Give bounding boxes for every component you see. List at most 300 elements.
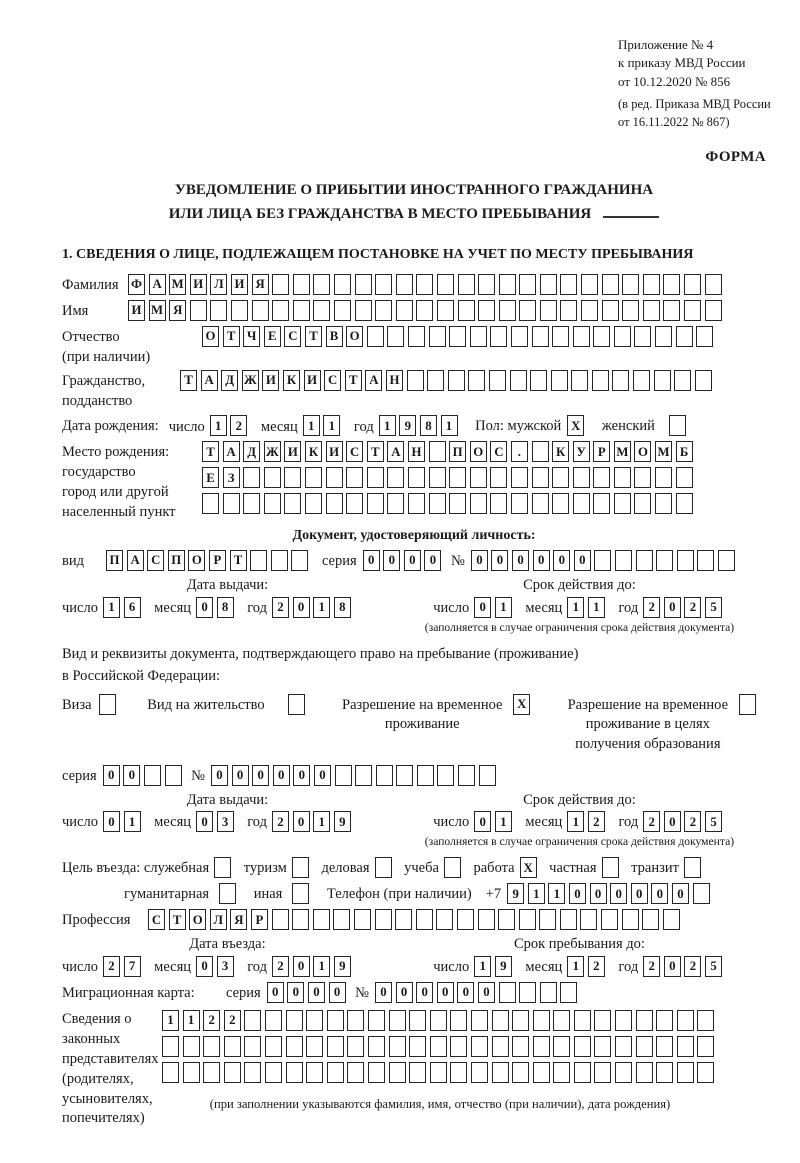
char-box[interactable]: 2 [643, 956, 660, 977]
char-box[interactable] [614, 467, 631, 488]
representatives-boxes-row1[interactable] [162, 1010, 718, 1031]
purpose-work-checkbox[interactable] [520, 857, 541, 878]
char-box[interactable]: 0 [267, 982, 284, 1003]
char-box[interactable]: П [106, 550, 123, 571]
checkbox-box[interactable] [602, 857, 619, 878]
char-box[interactable] [593, 467, 610, 488]
checkbox-box[interactable] [288, 694, 305, 715]
char-box[interactable]: . [511, 441, 528, 462]
char-box[interactable] [674, 370, 691, 391]
char-box[interactable]: Ж [242, 370, 259, 391]
permit-issue-month-boxes[interactable] [196, 811, 237, 832]
char-box[interactable]: 0 [308, 982, 325, 1003]
char-box[interactable] [499, 300, 516, 321]
char-box[interactable]: Р [251, 909, 268, 930]
char-box[interactable] [490, 493, 507, 514]
char-box[interactable] [429, 326, 446, 347]
char-box[interactable] [718, 550, 735, 571]
char-box[interactable] [354, 909, 371, 930]
temp-permit-edu-checkbox[interactable] [739, 694, 760, 715]
char-box[interactable]: Т [305, 326, 322, 347]
char-box[interactable] [416, 300, 433, 321]
char-box[interactable]: 2 [203, 1010, 220, 1031]
char-box[interactable] [183, 1062, 200, 1083]
char-box[interactable] [355, 274, 372, 295]
char-box[interactable] [634, 493, 651, 514]
surname-boxes[interactable] [128, 274, 725, 295]
char-box[interactable] [449, 493, 466, 514]
migcard-series-boxes[interactable] [267, 982, 349, 1003]
char-box[interactable]: 0 [293, 956, 310, 977]
char-box[interactable] [231, 300, 248, 321]
char-box[interactable] [634, 467, 651, 488]
sex-male-checkbox[interactable] [567, 415, 588, 436]
char-box[interactable] [615, 550, 632, 571]
char-box[interactable] [636, 1010, 653, 1031]
char-box[interactable]: Т [367, 441, 384, 462]
char-box[interactable] [602, 300, 619, 321]
char-box[interactable] [612, 370, 629, 391]
char-box[interactable] [389, 1036, 406, 1057]
phone-boxes[interactable] [507, 883, 713, 904]
char-box[interactable] [326, 493, 343, 514]
char-box[interactable] [470, 467, 487, 488]
citizenship-boxes[interactable] [180, 370, 715, 391]
doc-issue-month-boxes[interactable] [196, 597, 237, 618]
char-box[interactable]: Б [676, 441, 693, 462]
char-box[interactable]: Ч [243, 326, 260, 347]
stay-month-boxes[interactable] [567, 956, 608, 977]
char-box[interactable]: Ф [128, 274, 145, 295]
char-box[interactable] [643, 274, 660, 295]
char-box[interactable]: 1 [323, 415, 340, 436]
char-box[interactable]: М [655, 441, 672, 462]
char-box[interactable] [636, 1062, 653, 1083]
char-box[interactable]: К [283, 370, 300, 391]
char-box[interactable]: 0 [457, 982, 474, 1003]
char-box[interactable] [305, 467, 322, 488]
char-box[interactable] [448, 370, 465, 391]
char-box[interactable]: 0 [437, 982, 454, 1003]
char-box[interactable]: 9 [507, 883, 524, 904]
checkbox-box[interactable]: X [513, 694, 530, 715]
char-box[interactable] [244, 1062, 261, 1083]
char-box[interactable]: И [326, 441, 343, 462]
char-box[interactable]: С [284, 326, 301, 347]
char-box[interactable]: 0 [664, 597, 681, 618]
checkbox-box[interactable] [219, 883, 236, 904]
char-box[interactable]: С [324, 370, 341, 391]
visa-checkbox[interactable] [99, 694, 120, 715]
char-box[interactable] [677, 1036, 694, 1057]
char-box[interactable] [272, 274, 289, 295]
char-box[interactable] [468, 370, 485, 391]
checkbox-box[interactable] [292, 857, 309, 878]
char-box[interactable] [396, 765, 413, 786]
char-box[interactable] [655, 326, 672, 347]
char-box[interactable]: 1 [313, 956, 330, 977]
char-box[interactable]: О [634, 441, 651, 462]
char-box[interactable] [580, 909, 597, 930]
char-box[interactable] [540, 274, 557, 295]
char-box[interactable]: 2 [684, 597, 701, 618]
char-box[interactable] [573, 493, 590, 514]
purpose-business-checkbox[interactable] [375, 857, 396, 878]
char-box[interactable] [430, 1036, 447, 1057]
char-box[interactable] [697, 1036, 714, 1057]
char-box[interactable]: 0 [196, 597, 213, 618]
char-box[interactable]: П [168, 550, 185, 571]
char-box[interactable] [408, 326, 425, 347]
char-box[interactable] [684, 300, 701, 321]
char-box[interactable]: 1 [210, 415, 227, 436]
char-box[interactable]: А [127, 550, 144, 571]
temp-permit-checkbox[interactable] [513, 694, 534, 715]
representatives-boxes-row2[interactable] [162, 1036, 718, 1057]
char-box[interactable]: 0 [273, 765, 290, 786]
char-box[interactable] [387, 493, 404, 514]
char-box[interactable] [252, 300, 269, 321]
char-box[interactable] [333, 909, 350, 930]
char-box[interactable] [533, 1010, 550, 1031]
char-box[interactable] [190, 300, 207, 321]
char-box[interactable] [592, 370, 609, 391]
char-box[interactable]: 1 [474, 956, 491, 977]
char-box[interactable] [490, 326, 507, 347]
char-box[interactable] [429, 441, 446, 462]
char-box[interactable] [533, 1062, 550, 1083]
char-box[interactable] [574, 1062, 591, 1083]
char-box[interactable] [396, 300, 413, 321]
char-box[interactable] [552, 326, 569, 347]
char-box[interactable]: 0 [103, 765, 120, 786]
char-box[interactable] [272, 300, 289, 321]
char-box[interactable] [519, 909, 536, 930]
char-box[interactable] [519, 274, 536, 295]
char-box[interactable]: 0 [664, 811, 681, 832]
char-box[interactable] [540, 982, 557, 1003]
char-box[interactable] [533, 1036, 550, 1057]
char-box[interactable] [313, 909, 330, 930]
char-box[interactable] [601, 909, 618, 930]
char-box[interactable] [416, 274, 433, 295]
char-box[interactable] [347, 1062, 364, 1083]
char-box[interactable]: М [614, 441, 631, 462]
char-box[interactable] [499, 982, 516, 1003]
char-box[interactable] [436, 909, 453, 930]
char-box[interactable] [334, 274, 351, 295]
char-box[interactable] [347, 1010, 364, 1031]
checkbox-box[interactable] [99, 694, 116, 715]
char-box[interactable] [643, 300, 660, 321]
char-box[interactable]: Ж [264, 441, 281, 462]
char-box[interactable] [203, 1062, 220, 1083]
char-box[interactable] [656, 1062, 673, 1083]
char-box[interactable] [203, 1036, 220, 1057]
char-box[interactable] [551, 370, 568, 391]
char-box[interactable]: 9 [334, 811, 351, 832]
char-box[interactable] [532, 493, 549, 514]
char-box[interactable] [284, 493, 301, 514]
char-box[interactable] [327, 1062, 344, 1083]
char-box[interactable]: 0 [103, 811, 120, 832]
char-box[interactable] [622, 909, 639, 930]
char-box[interactable] [622, 300, 639, 321]
char-box[interactable] [530, 370, 547, 391]
purpose-humanitarian-checkbox[interactable] [219, 883, 240, 904]
char-box[interactable]: 0 [474, 811, 491, 832]
char-box[interactable] [306, 1010, 323, 1031]
char-box[interactable]: 2 [103, 956, 120, 977]
char-box[interactable] [347, 1036, 364, 1057]
char-box[interactable] [224, 1062, 241, 1083]
char-box[interactable] [574, 1010, 591, 1031]
char-box[interactable]: И [262, 370, 279, 391]
char-box[interactable]: 0 [211, 765, 228, 786]
char-box[interactable]: 0 [478, 982, 495, 1003]
char-box[interactable]: Л [210, 274, 227, 295]
char-box[interactable] [511, 326, 528, 347]
char-box[interactable]: 5 [705, 956, 722, 977]
char-box[interactable]: 0 [651, 883, 668, 904]
char-box[interactable] [407, 370, 424, 391]
char-box[interactable] [264, 467, 281, 488]
char-box[interactable] [375, 909, 392, 930]
char-box[interactable]: 0 [569, 883, 586, 904]
checkbox-box[interactable]: X [520, 857, 537, 878]
char-box[interactable] [498, 909, 515, 930]
stay-day-boxes[interactable] [474, 956, 515, 977]
patronymic-boxes[interactable] [202, 326, 717, 347]
char-box[interactable] [615, 1010, 632, 1031]
char-box[interactable] [271, 550, 288, 571]
char-box[interactable] [243, 467, 260, 488]
char-box[interactable]: 0 [574, 550, 591, 571]
char-box[interactable]: 0 [533, 550, 550, 571]
char-box[interactable] [602, 274, 619, 295]
char-box[interactable] [367, 493, 384, 514]
char-box[interactable] [470, 493, 487, 514]
char-box[interactable]: 0 [252, 765, 269, 786]
char-box[interactable]: 0 [293, 765, 310, 786]
char-box[interactable] [615, 1062, 632, 1083]
char-box[interactable]: 0 [329, 982, 346, 1003]
char-box[interactable] [519, 982, 536, 1003]
birth-year-boxes[interactable] [379, 415, 461, 436]
char-box[interactable] [346, 493, 363, 514]
char-box[interactable]: 1 [548, 883, 565, 904]
purpose-private-checkbox[interactable] [602, 857, 623, 878]
checkbox-box[interactable] [669, 415, 686, 436]
doc-valid-year-boxes[interactable] [643, 597, 725, 618]
char-box[interactable]: 0 [363, 550, 380, 571]
char-box[interactable] [614, 493, 631, 514]
char-box[interactable] [429, 467, 446, 488]
char-box[interactable]: У [573, 441, 590, 462]
char-box[interactable]: 9 [495, 956, 512, 977]
purpose-tourism-checkbox[interactable] [292, 857, 313, 878]
char-box[interactable] [355, 300, 372, 321]
profession-boxes[interactable] [148, 909, 683, 930]
checkbox-box[interactable] [684, 857, 701, 878]
char-box[interactable] [224, 1036, 241, 1057]
char-box[interactable] [457, 909, 474, 930]
permit-issue-year-boxes[interactable] [272, 811, 354, 832]
char-box[interactable]: 1 [567, 597, 584, 618]
char-box[interactable] [574, 1036, 591, 1057]
char-box[interactable] [636, 550, 653, 571]
char-box[interactable]: И [231, 274, 248, 295]
entry-month-boxes[interactable] [196, 956, 237, 977]
char-box[interactable] [705, 274, 722, 295]
char-box[interactable]: 2 [272, 597, 289, 618]
char-box[interactable]: 9 [399, 415, 416, 436]
char-box[interactable] [492, 1036, 509, 1057]
char-box[interactable] [368, 1062, 385, 1083]
char-box[interactable] [284, 467, 301, 488]
char-box[interactable] [437, 274, 454, 295]
char-box[interactable] [430, 1062, 447, 1083]
char-box[interactable]: И [190, 274, 207, 295]
char-box[interactable]: 2 [224, 1010, 241, 1031]
char-box[interactable]: 1 [441, 415, 458, 436]
char-box[interactable]: А [201, 370, 218, 391]
char-box[interactable] [697, 550, 714, 571]
char-box[interactable] [656, 550, 673, 571]
char-box[interactable] [313, 300, 330, 321]
char-box[interactable]: Т [345, 370, 362, 391]
char-box[interactable] [264, 493, 281, 514]
doc-series-boxes[interactable] [363, 550, 445, 571]
char-box[interactable] [243, 493, 260, 514]
char-box[interactable]: И [128, 300, 145, 321]
char-box[interactable]: З [223, 467, 240, 488]
char-box[interactable] [512, 1010, 529, 1031]
char-box[interactable] [286, 1062, 303, 1083]
char-box[interactable]: 6 [124, 597, 141, 618]
char-box[interactable] [437, 765, 454, 786]
birthplace-boxes-row3[interactable] [202, 493, 696, 514]
char-box[interactable]: Т [223, 326, 240, 347]
char-box[interactable] [654, 370, 671, 391]
char-box[interactable]: 7 [124, 956, 141, 977]
char-box[interactable] [449, 467, 466, 488]
char-box[interactable] [417, 765, 434, 786]
char-box[interactable] [553, 1036, 570, 1057]
char-box[interactable]: 2 [684, 811, 701, 832]
char-box[interactable]: 0 [424, 550, 441, 571]
char-box[interactable] [512, 1062, 529, 1083]
entry-day-boxes[interactable] [103, 956, 144, 977]
char-box[interactable]: 8 [217, 597, 234, 618]
char-box[interactable] [573, 467, 590, 488]
char-box[interactable] [165, 765, 182, 786]
char-box[interactable] [510, 370, 527, 391]
char-box[interactable] [676, 326, 693, 347]
char-box[interactable] [416, 909, 433, 930]
char-box[interactable] [408, 493, 425, 514]
char-box[interactable] [244, 1010, 261, 1031]
char-box[interactable] [265, 1062, 282, 1083]
char-box[interactable]: 0 [471, 550, 488, 571]
char-box[interactable] [532, 441, 549, 462]
char-box[interactable]: Т [202, 441, 219, 462]
permit-issue-day-boxes[interactable] [103, 811, 144, 832]
char-box[interactable] [272, 909, 289, 930]
char-box[interactable]: 0 [404, 550, 421, 571]
char-box[interactable] [677, 1010, 694, 1031]
char-box[interactable] [326, 467, 343, 488]
char-box[interactable] [250, 550, 267, 571]
char-box[interactable] [334, 300, 351, 321]
char-box[interactable]: 0 [396, 982, 413, 1003]
char-box[interactable]: Е [202, 467, 219, 488]
char-box[interactable]: 8 [420, 415, 437, 436]
birth-month-boxes[interactable] [303, 415, 344, 436]
char-box[interactable] [286, 1010, 303, 1031]
char-box[interactable] [594, 1062, 611, 1083]
char-box[interactable] [560, 274, 577, 295]
char-box[interactable]: 1 [495, 597, 512, 618]
char-box[interactable]: 8 [334, 597, 351, 618]
char-box[interactable] [492, 1010, 509, 1031]
birthplace-boxes-row1[interactable] [202, 441, 696, 462]
char-box[interactable]: 0 [491, 550, 508, 571]
char-box[interactable] [450, 1062, 467, 1083]
char-box[interactable] [677, 1062, 694, 1083]
char-box[interactable]: 0 [293, 811, 310, 832]
char-box[interactable] [540, 300, 557, 321]
purpose-other-checkbox[interactable] [292, 883, 313, 904]
char-box[interactable]: 2 [643, 811, 660, 832]
char-box[interactable]: 9 [334, 956, 351, 977]
char-box[interactable]: 2 [684, 956, 701, 977]
char-box[interactable]: 0 [631, 883, 648, 904]
char-box[interactable] [479, 765, 496, 786]
char-box[interactable]: 0 [232, 765, 249, 786]
char-box[interactable]: А [149, 274, 166, 295]
char-box[interactable]: Н [408, 441, 425, 462]
char-box[interactable] [265, 1010, 282, 1031]
checkbox-box[interactable] [739, 694, 756, 715]
char-box[interactable]: 0 [123, 765, 140, 786]
char-box[interactable]: К [552, 441, 569, 462]
char-box[interactable] [478, 274, 495, 295]
char-box[interactable] [387, 467, 404, 488]
char-box[interactable] [223, 493, 240, 514]
char-box[interactable] [695, 370, 712, 391]
char-box[interactable] [335, 765, 352, 786]
checkbox-box[interactable] [214, 857, 231, 878]
char-box[interactable]: М [169, 274, 186, 295]
purpose-study-checkbox[interactable] [444, 857, 465, 878]
representatives-boxes-row3[interactable] [162, 1062, 718, 1083]
char-box[interactable]: К [305, 441, 322, 462]
char-box[interactable] [552, 493, 569, 514]
char-box[interactable] [519, 300, 536, 321]
permit-series-boxes[interactable] [103, 765, 185, 786]
char-box[interactable] [286, 1036, 303, 1057]
permit-valid-day-boxes[interactable] [474, 811, 515, 832]
char-box[interactable]: 0 [196, 956, 213, 977]
char-box[interactable] [293, 300, 310, 321]
char-box[interactable] [560, 300, 577, 321]
char-box[interactable]: В [326, 326, 343, 347]
char-box[interactable] [532, 467, 549, 488]
permit-valid-month-boxes[interactable] [567, 811, 608, 832]
char-box[interactable]: 1 [183, 1010, 200, 1031]
char-box[interactable] [636, 1036, 653, 1057]
